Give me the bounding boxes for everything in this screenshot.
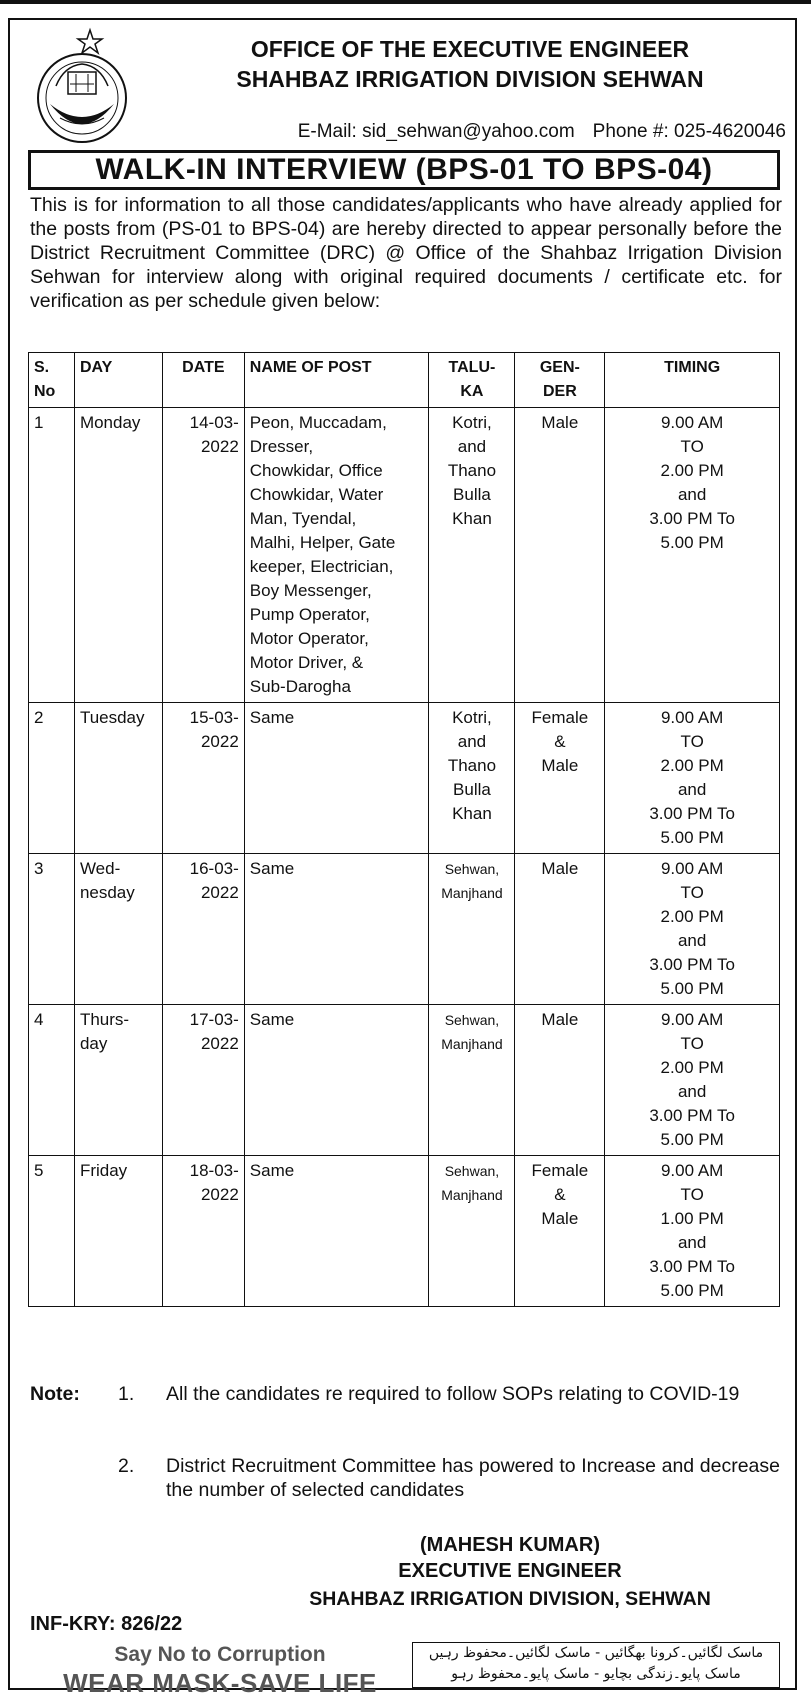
- cell-line: 3.00 PM To: [649, 955, 735, 974]
- cell-line: Chowkidar, Office: [249, 461, 383, 480]
- cell-line: &: [554, 732, 566, 751]
- note-text-1: All the candidates re required to follow SOPs relating to COVID-19: [166, 1383, 740, 1405]
- cell-line: Tuesday: [79, 708, 145, 727]
- cell-line: 3.00 PM To: [649, 1106, 735, 1125]
- cell-line: and: [457, 437, 487, 456]
- table-row: [29, 1005, 780, 1156]
- mask-slogan: WEAR MASK-SAVE LIFE: [63, 1668, 377, 1698]
- cell-taluka: [429, 1005, 515, 1156]
- cell-line: 9.00 AM: [660, 859, 724, 878]
- cell-line: Sehwan,: [444, 1163, 500, 1179]
- cell-line: 3.00 PM To: [649, 804, 735, 823]
- cell-line: Dresser,: [249, 437, 314, 456]
- cell-line: Malhi, Helper, Gate: [249, 533, 396, 552]
- cell-line: 2.00 PM: [660, 461, 724, 480]
- cell-line: 2022: [200, 1185, 239, 1204]
- contact-line: [150, 120, 786, 144]
- signatory-designation: EXECUTIVE ENGINEER: [398, 1560, 622, 1582]
- cell-line: Peon, Muccadam,: [249, 413, 387, 432]
- cell-gender: [515, 1156, 605, 1307]
- cell-date: [162, 854, 244, 1005]
- cell-day: [74, 1156, 162, 1307]
- intro-paragraph: This is for information to all those candidates/applicants who have already applied for the posts from (PS-01 to BPS-04) are hereby directed to appear personally before the District Recruitment Committee (DRC) @ Office of the Shahbaz Irrigation Division Sehwan for interview along with original required documents / certificate etc. for verification as per schedule given below:: [30, 194, 782, 312]
- cell-date: [162, 408, 244, 703]
- cell-sno: 1: [29, 408, 75, 703]
- cell-line: Sehwan,: [444, 1012, 500, 1028]
- cell-line: Bulla: [453, 485, 491, 504]
- interview-schedule-table: [28, 352, 780, 1307]
- cell-line: 2022: [200, 732, 239, 751]
- cell-line: Sub-Darogha: [249, 677, 351, 696]
- cell-line: day: [79, 1034, 108, 1053]
- signatory-name: (MAHESH KUMAR): [420, 1534, 600, 1556]
- header-taluka: TALU- KA: [429, 353, 515, 408]
- cell-line: Chowkidar, Water: [249, 485, 384, 504]
- cell-line: Manjhand: [441, 885, 503, 901]
- cell-gender: [515, 703, 605, 854]
- cell-line: TO: [680, 1034, 704, 1053]
- urdu-slogan-line-1: ماسک لگائیں۔کرونا بھگائیں - ماسک لگائیں۔محفوظ رہیں: [428, 1645, 764, 1661]
- table-row: [29, 854, 780, 1005]
- cell-date: [162, 1005, 244, 1156]
- cell-line: 9.00 AM: [660, 1161, 724, 1180]
- header-timing: TIMING: [605, 353, 780, 408]
- table-row: [29, 408, 780, 703]
- cell-line: Man, Tyendal,: [249, 509, 357, 528]
- note-number-2: 2.: [118, 1455, 135, 1477]
- office-title: OFFICE OF THE EXECUTIVE ENGINEER: [250, 36, 690, 62]
- cell-timing: [605, 703, 780, 854]
- cell-line: and: [677, 931, 707, 950]
- cell-line: Male: [541, 756, 579, 775]
- cell-line: 2.00 PM: [660, 1058, 724, 1077]
- inf-number: INF-KRY: 826/22: [30, 1613, 183, 1635]
- cell-line: 9.00 AM: [660, 708, 724, 727]
- cell-line: Female: [531, 708, 589, 727]
- header-gender: GEN- DER: [515, 353, 605, 408]
- urdu-slogan-box: [412, 1642, 780, 1688]
- cell-line: 17-03-: [189, 1010, 239, 1029]
- cell-line: Same: [249, 1161, 295, 1180]
- cell-line: Bulla: [453, 780, 491, 799]
- cell-line: &: [554, 1185, 566, 1204]
- cell-line: 1.00 PM: [660, 1209, 724, 1228]
- cell-line: Manjhand: [441, 1187, 503, 1203]
- cell-line: 2022: [200, 883, 239, 902]
- cell-line: Thano: [447, 756, 497, 775]
- cell-timing: [605, 408, 780, 703]
- cell-line: 15-03-: [189, 708, 239, 727]
- cell-timing: [605, 1005, 780, 1156]
- cell-line: 18-03-: [189, 1161, 239, 1180]
- cell-line: and: [677, 1082, 707, 1101]
- cell-day: [74, 1005, 162, 1156]
- cell-line: Thurs-: [79, 1010, 130, 1029]
- cell-line: 9.00 AM: [660, 1010, 724, 1029]
- cell-line: and: [677, 485, 707, 504]
- cell-date: [162, 1156, 244, 1307]
- cell-line: 5.00 PM: [660, 1281, 724, 1300]
- cell-taluka: [429, 1156, 515, 1307]
- cell-line: nesday: [79, 883, 135, 902]
- cell-timing: [605, 854, 780, 1005]
- cell-sno: 5: [29, 1156, 75, 1307]
- cell-line: 2.00 PM: [660, 756, 724, 775]
- cell-line: 3.00 PM To: [649, 1257, 735, 1276]
- cell-line: Friday: [79, 1161, 128, 1180]
- cell-line: Pump Operator,: [249, 605, 370, 624]
- cell-line: Wed-: [79, 859, 121, 878]
- cell-line: Kotri,: [452, 708, 492, 727]
- cell-line: Male: [541, 859, 579, 878]
- note-text-2: District Recruitment Committee has powered to Increase and decrease the number of selected candidates: [166, 1455, 780, 1501]
- cell-line: and: [457, 732, 487, 751]
- cell-line: Male: [541, 1010, 579, 1029]
- header-sno: S. No: [29, 353, 75, 408]
- cell-taluka: [429, 703, 515, 854]
- cell-line: 2.00 PM: [660, 907, 724, 926]
- cell-line: Male: [541, 413, 579, 432]
- cell-day: [74, 854, 162, 1005]
- cell-gender: [515, 408, 605, 703]
- government-seal-icon: [20, 26, 144, 150]
- cell-line: Same: [249, 1010, 295, 1029]
- cell-line: Same: [249, 859, 295, 878]
- header-date: DATE: [162, 353, 244, 408]
- top-rule: [0, 0, 811, 4]
- cell-line: 14-03-: [189, 413, 239, 432]
- cell-sno: 3: [29, 854, 75, 1005]
- note-number-1: 1.: [118, 1383, 135, 1405]
- cell-date: [162, 703, 244, 854]
- note-label: Note:: [30, 1383, 80, 1405]
- cell-taluka: [429, 854, 515, 1005]
- cell-line: TO: [680, 883, 704, 902]
- cell-line: Sehwan,: [444, 861, 500, 877]
- corruption-slogan: Say No to Corruption: [114, 1643, 326, 1666]
- cell-post: [244, 703, 429, 854]
- cell-line: 5.00 PM: [660, 533, 724, 552]
- urdu-slogan-line-2: ماسک پایو۔زندگی بچایو - ماسک پایو۔محفوظ رہو: [451, 1666, 741, 1682]
- cell-post: [244, 1005, 429, 1156]
- cell-line: 2022: [200, 1034, 239, 1053]
- cell-line: Boy Messenger,: [249, 581, 372, 600]
- cell-line: TO: [680, 1185, 704, 1204]
- cell-line: TO: [680, 732, 704, 751]
- signatory-office: SHAHBAZ IRRIGATION DIVISION, SEHWAN: [309, 1588, 711, 1610]
- cell-line: Motor Driver, &: [249, 653, 364, 672]
- cell-line: 16-03-: [189, 859, 239, 878]
- cell-line: keeper, Electrician,: [249, 557, 394, 576]
- header-day: DAY: [74, 353, 162, 408]
- table-header-row: [29, 353, 780, 408]
- cell-line: 5.00 PM: [660, 828, 724, 847]
- cell-line: Manjhand: [441, 1036, 503, 1052]
- cell-taluka: [429, 408, 515, 703]
- cell-gender: [515, 854, 605, 1005]
- cell-line: TO: [680, 437, 704, 456]
- cell-post: [244, 1156, 429, 1307]
- cell-line: Motor Operator,: [249, 629, 369, 648]
- cell-line: Khan: [452, 804, 492, 823]
- cell-day: [74, 703, 162, 854]
- cell-line: 3.00 PM To: [649, 509, 735, 528]
- cell-line: Monday: [79, 413, 141, 432]
- cell-day: [74, 408, 162, 703]
- cell-line: Same: [249, 708, 295, 727]
- cell-line: Male: [541, 1209, 579, 1228]
- cell-timing: [605, 1156, 780, 1307]
- table-row: [29, 1156, 780, 1307]
- cell-line: Female: [531, 1161, 589, 1180]
- cell-post: [244, 854, 429, 1005]
- cell-post: [244, 408, 429, 703]
- cell-line: 5.00 PM: [660, 979, 724, 998]
- cell-line: Thano: [447, 461, 497, 480]
- header-post: NAME OF POST: [244, 353, 429, 408]
- phone-text: Phone #: 025-4620046: [592, 121, 786, 142]
- cell-line: 5.00 PM: [660, 1130, 724, 1149]
- cell-line: 2022: [200, 437, 239, 456]
- table-row: [29, 703, 780, 854]
- cell-sno: 4: [29, 1005, 75, 1156]
- division-title: SHAHBAZ IRRIGATION DIVISION SEHWAN: [236, 66, 704, 92]
- cell-line: Kotri,: [452, 413, 492, 432]
- cell-line: 9.00 AM: [660, 413, 724, 432]
- cell-line: and: [677, 780, 707, 799]
- cell-line: and: [677, 1233, 707, 1252]
- walk-in-banner: WALK-IN INTERVIEW (BPS-01 TO BPS-04): [28, 150, 780, 190]
- cell-gender: [515, 1005, 605, 1156]
- cell-sno: 2: [29, 703, 75, 854]
- email-text: E-Mail: sid_sehwan@yahoo.com: [297, 121, 575, 142]
- cell-line: Khan: [452, 509, 492, 528]
